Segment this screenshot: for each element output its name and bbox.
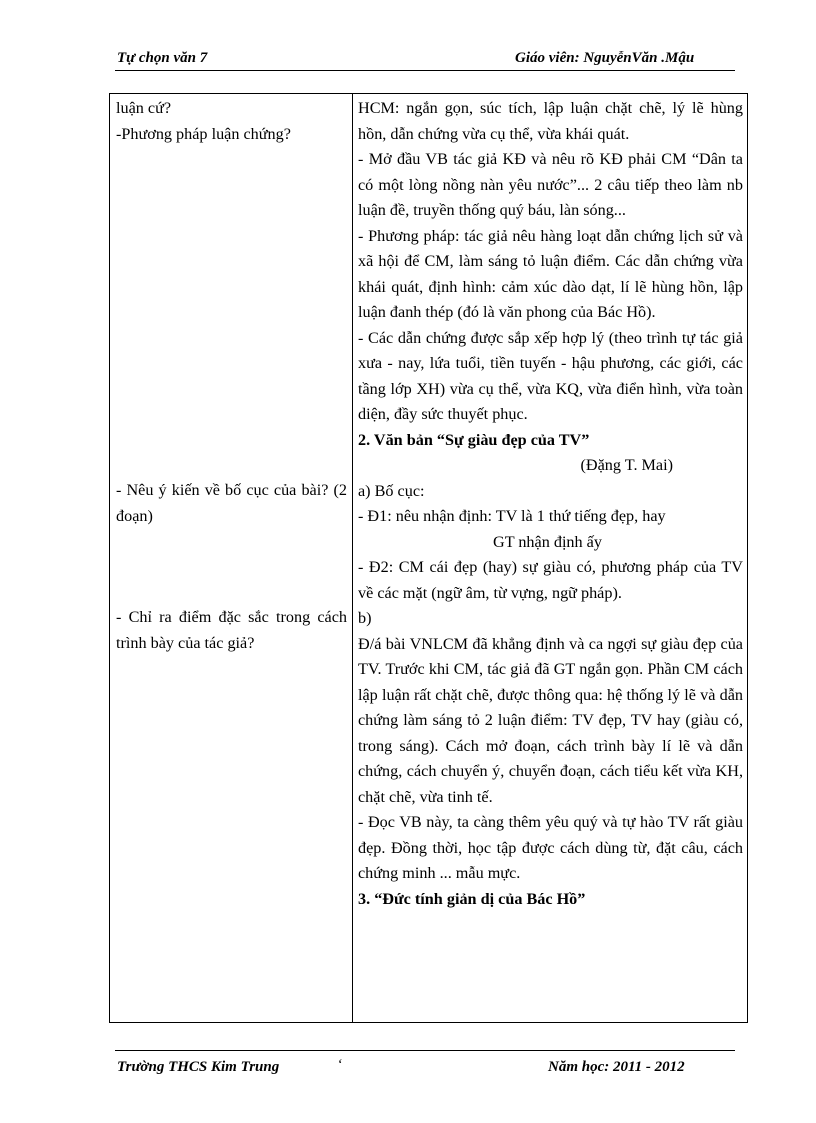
header-teacher: Giáo viên: NguyễnVăn .Mậu — [515, 50, 695, 66]
content-table — [109, 93, 748, 1023]
footer-school: Trường THCS Kim Trung — [117, 1059, 280, 1075]
page-header — [115, 50, 735, 71]
questions-column — [110, 94, 353, 1023]
answer-paragraph: HCM: ngắn gọn, súc tích, lập luận chặt chẽ, lý lẽ hùng hồn, dẫn chứng vừa cụ thể, vừa khái quát. — [358, 99, 743, 143]
answer-paragraph: - Phương pháp: tác giả nêu hàng loạt dẫn chứng lịch sử và xã hội để CM, làm sáng tỏ luận điểm. Các dẫn chứng vừa khái quát, định hình: cảm xúc dào dạt, lí lẽ hùng hồn, lập luận đanh thép (đó là văn phong của Bác Hồ). — [358, 226, 743, 321]
section-heading-2: 2. Văn bản “Sự giàu đẹp của TV” — [358, 430, 590, 449]
answer-paragraph: Đ/á bài VNLCM đã khẳng định và ca ngợi sự giàu đẹp của TV. Trước khi CM, tác giả đã GT ngắn gọn. Phần CM cách lập luận rất chặt chẽ, được thông qua: hệ thống lý lẽ và dẫn chứng làm sáng tỏ 2 luận điểm: TV đẹp, TV hay (giàu có, trong sáng). Cách mở đoạn, cách trình bày lí lẽ và dẫn chứng, cách chuyển ý, chuyển đoạn, cách tiểu kết vừa KH, chặt chẽ, vừa tinh tế. — [358, 634, 743, 806]
answer-subheading: b) — [358, 609, 372, 627]
answer-paragraph: - Đ1: nêu nhận định: TV là 1 thứ tiếng đẹp, hay — [358, 507, 666, 525]
question-bo-cuc: - Nêu ý kiến về bố cục của bài? (2 đoạn) — [116, 481, 347, 525]
table-row — [110, 94, 748, 1023]
author-line: (Đặng T. Mai) — [580, 456, 673, 474]
question-luan-cu: luận cứ? — [116, 99, 172, 117]
page-footer — [115, 1050, 735, 1075]
section-heading-3: 3. “Đức tính giản dị của Bác Hồ” — [358, 889, 586, 908]
answers-column — [353, 94, 748, 1023]
footer-school-year: Năm học: 2011 - 2012 — [548, 1059, 685, 1075]
question-dac-sac: - Chỉ ra điểm đặc sắc trong cách trình bày của tác giả? — [116, 608, 347, 652]
answer-paragraph: - Đ2: CM cái đẹp (hay) sự giàu có, phương pháp của TV về các mặt (ngữ âm, từ vựng, ngữ pháp). — [358, 558, 743, 602]
answer-paragraph: - Đọc VB này, ta càng thêm yêu quý và tự hào TV rất giàu đẹp. Đồng thời, học tập được cách dùng từ, đặt câu, cách chứng minh ... mẫu mực. — [358, 813, 743, 882]
answer-paragraph: GT nhận định ấy — [493, 532, 602, 551]
question-phuong-phap: -Phương pháp luận chứng? — [116, 124, 291, 143]
answer-paragraph: - Mở đầu VB tác giả KĐ và nêu rõ KĐ phải CM “Dân ta có một lòng nồng nàn yêu nước”... 2 câu tiếp theo làm nb luận đề, truyền thống quý báu, làn sóng... — [358, 150, 743, 219]
answer-paragraph: - Các dẫn chứng được sắp xếp hợp lý (theo trình tự tác giả xưa - nay, lứa tuổi, tiền tuyến - hậu phương, các giới, các tầng lớp XH) vừa cụ thể, vừa KQ, vừa điển hình, vừa toàn diện, đầy sức thuyết phục. — [358, 328, 743, 423]
header-subject: Tự chọn văn 7 — [117, 50, 208, 66]
footer-mark: ‘ — [337, 1057, 342, 1073]
answer-subheading: a) Bố cục: — [358, 481, 425, 500]
